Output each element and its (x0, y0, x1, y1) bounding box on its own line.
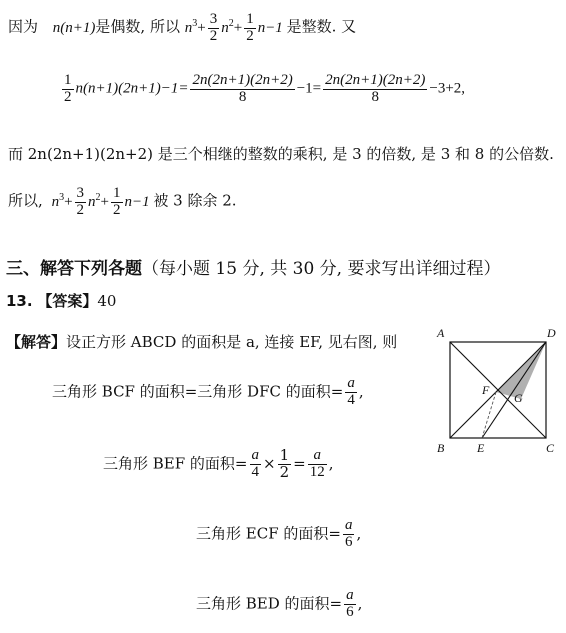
label-g: G (514, 391, 523, 405)
fraction-1-over-2-eq: $\frac{1}{2}$ (64, 72, 72, 105)
line-1 (8, 12, 356, 45)
result-line-1: 三角形 BCF 的面积=三角形 DFC 的面积= $\frac{a}{4}$ , (52, 375, 364, 408)
result-line-3: 三角形 ECF 的面积= $\frac{a}{6}$ , (196, 517, 362, 550)
square-figure (428, 324, 563, 459)
section-note: （每小题 15 分, 共 30 分, 要求写出详细过程） (142, 259, 501, 279)
fraction-a-over-12: $\frac{a}{12}$ (309, 447, 325, 480)
poly-expression-2: $n^3+$ $\frac{3}{2}$ $n^2+$ $\frac{1}{2}$ n−1 (51, 185, 150, 218)
text-is-even: 是偶数, 所以 (95, 17, 180, 36)
segment-de (482, 342, 546, 438)
result-line-2: 三角形 BEF 的面积= $\frac{a}{4}$ × $\frac{1}{2}$ = $\frac{a}{12}$ , (103, 446, 334, 481)
fraction-a-over-6-b: $\frac{a}{6}$ (346, 587, 354, 620)
label-b: B (437, 441, 445, 455)
answer-value: 40 (97, 292, 117, 310)
q13-answer-line (6, 290, 116, 311)
fraction-3-over-2: $\frac{3}{2}$ (209, 11, 218, 44)
line-4: 所以, $n^3+$ $\frac{3}{2}$ $n^2+$ $\frac{1}{2}$ n−1 被 3 除余 2. (8, 185, 237, 218)
solution-intro (6, 331, 397, 352)
result-line-4: 三角形 BED 的面积= $\frac{a}{6}$ , (196, 587, 363, 620)
poly-expression-1: $n^3+$ $\frac{3}{2}$ $n^2+$ $\frac{1}{2}$ n−1 (184, 11, 283, 44)
section-title: 三、解答下列各题 (6, 259, 142, 279)
solution-label: 【解答】 (6, 333, 67, 351)
label-c: C (546, 441, 555, 455)
answer-label: 【答案】 (37, 292, 98, 310)
fraction-a-over-6: $\frac{a}{6}$ (344, 517, 353, 550)
fraction-a-over-4: $\frac{a}{4}$ (347, 375, 355, 408)
line-3: 而 2n(2n+1)(2n+2) 是三个相继的整数的乘积, 是 3 的倍数, 是 3 和 8 的公倍数. (8, 145, 554, 163)
fraction-big-2: $\frac{2n(2n+1)(2n+2)}{8}$ (325, 72, 426, 105)
label-d: D (547, 326, 556, 340)
fraction-big-1: $\frac{2n(2n+1)(2n+2)}{8}$ (192, 72, 293, 105)
label-f: F (482, 383, 490, 397)
equation-2: $\frac{1}{2}$ n(n+1)(2n+1)−1= $\frac{2n(2n+1)(2n+2)}{8}$ −1= $\frac{2n(2n+1)(2n+2)}{8}$ −3+2, (64, 72, 466, 105)
solution-text: 设正方形 ABCD 的面积是 a, 连接 EF, 见右图, 则 (66, 333, 398, 351)
text-is-integer: 是整数. 又 (286, 17, 357, 36)
fraction-1-over-2: $\frac{1}{2}$ (246, 11, 254, 44)
label-a: A (437, 326, 445, 340)
text-because: 因为 (8, 17, 39, 36)
label-e: E (477, 441, 485, 455)
expr-n-n-plus-1: n(n+1) (52, 19, 96, 36)
section-heading (6, 254, 501, 279)
q13-number: 13. (6, 292, 33, 310)
